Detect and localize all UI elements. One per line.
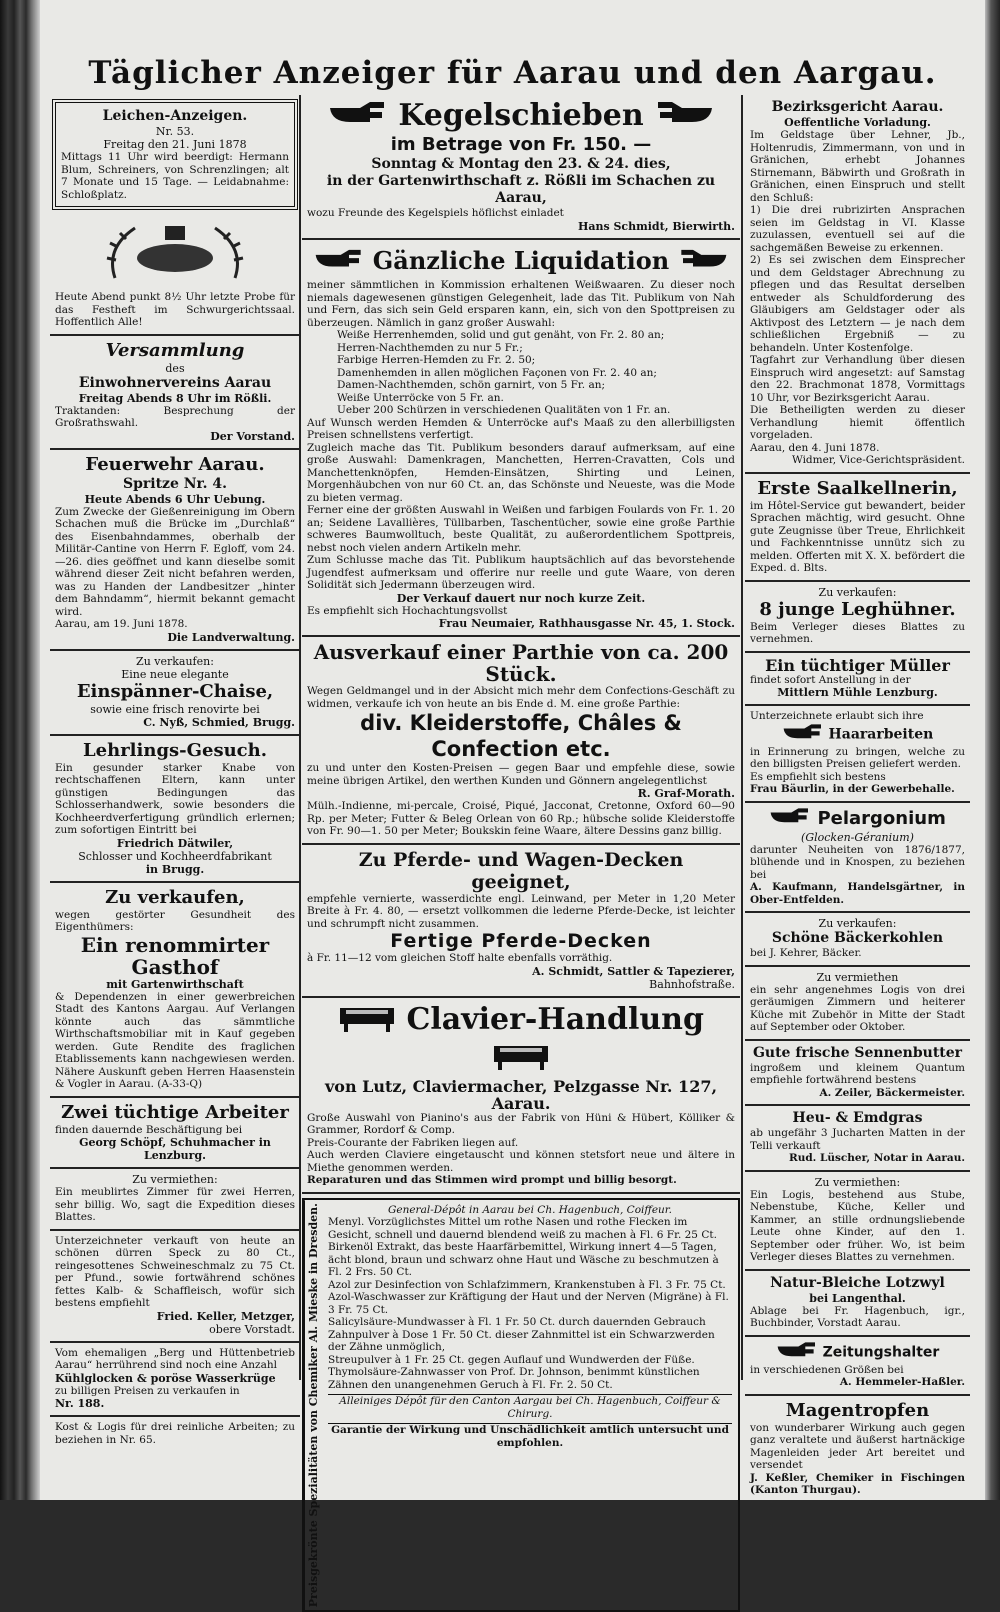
gasthof-title: Ein renommirter Gasthof [80,932,270,979]
saal-title: Erste Saalkellnerin, [757,477,958,499]
ausverkauf-text: zu und unter den Kosten-Preisen — gegen Baar und empfehle diese, sowie meine übrigen Artikel, den werthen Kunden und Gönnern angelegentlichst [307,762,735,787]
kegel-amount: im Betrage von Fr. 150. — [390,134,652,155]
pointing-hand-left-icon [678,245,728,279]
gericht-date: Aarau, den 4. Juni 1878. [750,441,880,454]
bleiche-title: Natur-Bleiche Lotzwyl [770,1274,945,1291]
versammlung-des: des [165,361,185,375]
kegel-where: in der Gartenwirthschaft z. Rößli im Schachen zu Aarau, [326,173,716,206]
list-item: Streupulver à 1 Fr. 25 Ct. gegen Auflauf und Wundwerden der Füße. [328,1353,695,1366]
leichen-title: Leichen-Anzeigen. [102,108,248,124]
column-rule-2 [741,95,743,1380]
gericht-p1: 1) Die drei rubrizirten Ansprachen seien im Geldstag in VI. Klasse zuzulassen, eventuell sei auf die sachgemäßen Beweise zu erkennen. [750,204,965,254]
chaise-ad [50,651,300,736]
magen-sign: J. Keßler, Chemiker in Fischingen (Kanton Thurgau). [750,1471,965,1496]
lehrling-sign3: in Brugg. [145,862,205,876]
pelargonium-text: darunter Neuheiten von 1876/1877, blühende und in Knospen, zu beziehen bei [750,843,965,881]
butter-sign: A. Zeiler, Bäckermeister. [819,1086,965,1099]
huette-nr: Nr. 188. [55,1397,105,1410]
gericht-sub: Oeffentliche Vorladung. [784,116,931,129]
gericht-text: Im Geldstage über Lehner, Jb., Holtenrudis, Zimmermann, von und in Gränichen, erhebt Johannes Stirnemann, Bäbwirth und Großrath in Gränichen, einen Einspruch und stellt den Schluß: [750,129,965,204]
list-item: Azol zur Desinfection von Schlafzimmern, Krankenstuben à Fl. 3 Fr. 75 Ct. [328,1278,726,1291]
gasthof-pre: Zu verkaufen, [105,886,245,908]
vermiethen2-pre: Zu vermiethen: [814,1175,901,1189]
pferde-text: empfehle vernierte, wasserdichte engl. Leinwand, per Meter in 1,20 Meter Breite à Fr. 4. 80, — ersetzt vollkommen die lederne Pferde-Decke, ist leichter und schrumpft nicht zusammen. [307,892,735,930]
feuerwehr-sign: Die Landverwaltung. [167,630,295,644]
leichen-text: Mittags 11 Uhr wird beerdigt: Hermann Blum, Schreiners, von Schrenzlingen; alt 7 Monate und 15 Tage. — Leidabnahme: Schloßplatz. [61,151,289,201]
kohlen-pre: Zu verkaufen: [818,917,897,930]
gasthof-ad [50,883,300,1098]
feuerwehr-title: Feuerwehr Aarau. [85,453,265,475]
vermiethen1-pre: Zu vermiethen [816,970,899,984]
haar-text2: Es empfiehlt sich bestens [750,770,886,783]
kegel-sign: Hans Schmidt, Bierwirth. [577,219,735,233]
list-item: Salicylsäure-Mundwasser à Fl. 1 Fr. 50 Ct. durch dauernden Gebrauch [328,1316,706,1328]
bleiche-sub: bei Langenthal. [809,1291,906,1305]
arbeiter-ad [50,1098,300,1170]
gericht-ad [745,95,970,474]
saal-ad [745,474,970,582]
leichen-date: Freitag den 21. Juni 1878 [103,138,247,151]
butter-ad [745,1041,970,1107]
metzger-ad [50,1231,300,1343]
butter-title: Gute frische Sennenbutter [752,1044,963,1061]
gasthof-text: & Dependenzen in einer gewerbreichen Stadt des Kantons Aargau. Auf Verlangen könnte auch das sämmtliche Wirthschaftsmobiliar mit in Kauf gegeben werden. Gute Rendite des fraglichen Etablissements kann nachgewiesen werden. Nähere Auskunft geben Herren Haasenstein & Vogler in Aarau. (A-33-Q) [55,990,295,1090]
column-middle [302,95,740,1607]
versammlung-title: Versammlung [105,339,245,361]
depot-side: Preisgekrönte Spezialitäten von Chemiker Al. Mieske in Dresden. [304,1200,322,1610]
list-item: Menyl. Vorzüglichstes Mittel um rothe Nasen und rothe Flecken im Gesicht, schnell und dauernd blendend weiß zu machen à Fl. 6 Fr. 25 Ct. [328,1216,717,1241]
zeitung-sign: A. Hemmeler-Haßler. [839,1376,965,1388]
gericht-p2: 2) Es sei zwischen dem Einsprecher und dem Geldstager Abrechnung zu pflegen und das Resultat derselben entweder als Schuldforderung des Gläubigers am Geldstager oder als Aktivpost des Letztern — je nach dem schließlichen Ergebniß — zu behandeln. Unter Kostenfolge. [750,254,965,354]
zeitung-title-row [750,1341,965,1364]
pelargonium-sub: (Glocken-Géranium) [801,830,914,844]
list-item: Damenhemden in allen möglichen Façonen von Fr. 2. 40 an; [337,366,657,379]
metzger-sign2: obere Vorstadt. [209,1322,295,1336]
chaise-title: Einspänner-Chaise, [76,680,274,702]
liquidation-p2: Zugleich mache das Tit. Publikum besonders darauf aufmerksam, auf eine große Auswahl: Damenkragen, Manchetten, Herren-Cravatten, Cols und Manchettenknöpfen, Hemden-Einsätzen, Shirting und Leinen, Morgenhäubchen von nur 60 Ct. an, das Schönste und Neueste, was die Mode zu bieten vermag. [307,441,735,504]
list-item: Birkenöl Extrakt, das beste Haarfärbemittel, Wirkung innert 4—5 Tagen, ächt blond, braun und schwarz ohne Haut und Wäsche zu beschmutzen à Fl. 2 Frs. 50 Ct. [328,1241,719,1278]
magen-ad [745,1396,970,1502]
zeitung-ad [745,1337,970,1396]
list-item: Ueber 200 Schürzen in verschiedenen Qualitäten von 1 Fr. an. [337,404,671,416]
lehrling-ad [50,736,300,883]
heu-sign: Rud. Lüscher, Notar in Aarau. [788,1152,965,1164]
haar-pre: Unterzeichnete erlaubt sich ihre [750,710,924,722]
lehrling-sign1: Friedrich Dätwiler, [116,836,234,850]
ausverkauf-intro: Wegen Geldmangel und in der Absicht mich mehr dem Confections-Geschäft zu widmen, verkaufe ich von heute an bis Ende d. M. eine große Parthie: [307,685,735,710]
butter-text: ingroßem und kleinem Quantum empfiehle fortwährend bestens [750,1061,965,1086]
pointing-hand-left-icon [654,100,714,134]
lehrling-text: Ein gesunder starker Knabe von rechtschaffenen Eltern, kann unter günstigen Bedingungen das Schlosserhandwerk, sowie besonders die Kochheerdverfertigung gründlich erlernen; zum sofortigen Eintritt bei [55,761,295,836]
gericht-sign: Widmer, Vice-Gerichtspräsident. [791,454,965,466]
list-item: Weiße Herrenhemden, solid und gut genäht, von Fr. 2. 80 an; [337,329,665,341]
chaise-line: Eine neue elegante [121,667,229,681]
arbeiter-title: Zwei tüchtige Arbeiter [61,1101,289,1123]
leichen-anzeigen-box [52,99,298,210]
huehner-pre: Zu verkaufen: [818,585,897,599]
versammlung-when: Freitag Abends 8 Uhr im Rößli. [78,391,272,405]
liquidation-intro: meiner sämmtlichen in Kommission erhaltenen Weißwaaren. Zu dieser noch niemals dagewesenen günstigen Gelegenheit, lade das Tit. Publikum von Nah und Fern, das sich sein Geld ersparen kann, ein, sich von den Spottpreisen zu überzeugen. Nämlich in ganz großer Auswahl: [307,279,735,329]
lehrling-title: Lehrlings-Gesuch. [83,739,267,761]
arbeiter-sign: Georg Schöpf, Schuhmacher in Lenzburg. [79,1136,271,1162]
liquidation-p1: Auf Wunsch werden Hemden & Unterröcke auf's Maaß zu den allerbilligsten Preisen schnellstens verfertigt. [307,416,735,441]
haar-ad [745,706,970,803]
depot-guarantee: Garantie der Wirkung und Unschädlichkeit amtlich untersucht und empfohlen. [328,1423,732,1449]
pelargonium-title-row [750,807,965,831]
zeitung-title: Zeitungshalter [822,1344,940,1360]
mueller-sign: Mittlern Mühle Lenzburg. [777,686,938,699]
piano-icon [338,1002,396,1040]
list-item: Damen-Nachthemden, schön garnirt, von 5 Fr. an; [337,379,606,391]
leichen-nr: Nr. 53. [155,125,195,138]
kohlen-sign: bei J. Kehrer, Bäcker. [750,947,862,959]
gericht-p3: Tagfahrt zur Verhandlung über diesen Einspruch wird angesetzt: auf Samstag den 22. Brachmonat 1878, Vormittags 10 Uhr, vor Bezirksgericht Aarau. [750,354,965,404]
mueller-text: findet sofort Anstellung in der [750,673,911,686]
clavier-title: Clavier-Handlung [406,1001,704,1037]
liquidation-p4: Zum Schlusse mache das Tit. Publikum hauptsächlich auf das bevorstehende Jugendfest aufmerksam und offerire nur reelle und gute Waare, von deren Solidität sich Jedermann überzeugen wird. [307,554,735,591]
bleiche-text: Ablage bei Fr. Hagenbuch, igr., Buchbinder, Vorstadt Aarau. [750,1304,965,1329]
haar-title-row [750,723,965,746]
column-right [745,95,970,1496]
pferde-text2: à Fr. 11—12 vom gleichen Stoff halte ebenfalls vorräthig. [307,952,613,964]
vermiethen2-ad [745,1172,970,1271]
kost-ad [50,1417,300,1451]
zimmer-text: Ein meublirtes Zimmer für zwei Herren, sehr billig. Wo, sagt die Expedition dieses Blattes. [55,1186,295,1223]
book-spine [0,0,40,1500]
masthead: Täglicher Anzeiger für Aarau und den Aargau. [88,55,937,91]
liquidation-ad [302,240,740,638]
feuerwehr-text: Zum Zwecke der Gießenreinigung im Obern Schachen muß die Brücke im „Durchlaß“ des Eisenbahndammes, oberhalb der Militär-Cantine von Herrn F. Egloff, vom 24.—26. dies geöffnet und kann dieselbe somit während dieser Zeit nicht befahren werden, was zu Handen der Landbesitzer „hinter dem Bahndamm“, hiermit bekannt gemacht wird. [55,505,295,618]
chaise-pre: Zu verkaufen: [136,654,214,668]
clavier-text2: Preis-Courante der Fabriken liegen auf. [307,1136,519,1149]
kohlen-ad [745,913,970,967]
pointing-hand-right-icon [314,245,364,279]
pointing-hand-right-icon [782,723,824,746]
list-item: Farbige Herren-Hemden zu Fr. 2. 50; [337,354,536,366]
piano-icon [492,1040,550,1078]
feuerwehr-ad [50,450,300,651]
pointing-hand-right-icon [776,1341,818,1364]
depot-body [322,1200,738,1610]
versammlung-text: Traktanden: Besprechung der Großrathswahl. [55,404,295,429]
pelargonium-ad [745,803,970,914]
gasthof-line: wegen gestörter Gesundheit des Eigenthümers: [55,908,295,933]
heu-ad [745,1106,970,1172]
kegel-when: Sonntag & Montag den 23. & 24. dies, [371,156,671,172]
gasthof-sub: mit Gartenwirthschaft [106,977,244,991]
gericht-p4: Die Betheiligten werden zu dieser Verhandlung hiemit öffentlich vorgeladen. [750,404,965,441]
haar-title: Haararbeiten [828,726,934,742]
depot-foot: Alleiniges Dépôt für den Canton Aargau bei Ch. Hagenbuch, Coiffeur & Chirurg. [328,1394,732,1420]
zimmer-pre: Zu vermiethen: [132,1173,218,1186]
kegel-invite: wozu Freunde des Kegelspiels höflichst einladet [307,207,564,219]
liquidation-p5: Der Verkauf dauert nur noch kurze Zeit. [396,591,646,605]
liquidation-sign: Frau Neumaier, Rathhausgasse Nr. 45, 1. Stock. [438,617,735,630]
huette-text2: zu billigen Preisen zu verkaufen in [55,1384,240,1397]
zimmer-ad [50,1169,300,1231]
saal-text: im Hôtel-Service gut bewandert, beider Sprachen mächtig, wird gesucht. Ohne gute Zeugnisse über Treue, Ehrlichkeit und Fachkenntnisse unnütz sich zu melden. Offerten mit X. X. befördert die Exped. d. Blts. [750,499,965,574]
list-item: Herren-Nachthemden zu nur 5 Fr.; [337,341,523,354]
feuerwehr-uebung: Heute Abends 6 Uhr Uebung. [84,492,266,506]
ausverkauf-sign: R. Graf-Morath. [637,787,735,800]
depot-ad [302,1198,740,1612]
clavier-text3: Auch werden Claviere eingetauscht und können stetsfort neue und ältere in Miethe genommen werden. [307,1149,735,1174]
huette-title: Kühlglocken & poröse Wasserkrüge [55,1371,276,1385]
ausverkauf-big: div. Kleiderstoffe, Châles & Confection etc. [360,711,682,761]
liquidation-title-row [307,244,735,280]
mueller-ad [745,653,970,707]
versammlung-ad [50,336,300,450]
list-item: Azol-Waschwasser zur Kräftigung der Haut und der Nerven (Migräne) à Fl. 3 Fr. 75 Ct. [328,1291,729,1316]
ausverkauf-title: Ausverkauf einer Parthie von ca. 200 Stück. [313,640,729,686]
heu-title: Heu- & Emdgras [792,1110,923,1126]
mueller-title: Ein tüchtiger Müller [765,655,950,675]
pferde-title: Zu Pferde- und Wagen-Decken geeignet, [358,848,684,893]
pelargonium-title: Pelargonium [817,807,946,829]
metzger-text: Unterzeichneter verkauft von heute an schönen dürren Speck zu 80 Ct., reingesottenes Schweineschmalz zu 75 Ct. per Pfund., sowie fortwährend schönes fettes Kalb- & Schaffleisch, wofür sich bestens empfiehlt [55,1234,295,1309]
versammlung-sign: Der Vorstand. [210,429,295,443]
chaise-sign: C. Nyß, Schmied, Brugg. [143,715,295,729]
pferde-sign: A. Schmidt, Sattler & Tapezierer, [532,964,735,978]
liquidation-p6: Es empfiehlt sich Hochachtungsvollst [307,604,508,617]
depot-head: General-Dépôt in Aarau bei Ch. Hagenbuch, Coiffeur. [387,1203,673,1216]
list-item: Zahnpulver à Dose 1 Fr. 50 Ct. dieser Zahnmittel ist ein Schwarzwerden der Zähne unmöglich, [328,1328,715,1353]
vermiethen2-text: Ein Logis, bestehend aus Stube, Nebenstube, Küche, Keller und Kammer, an stille ordnungsliebende Leute ohne Kinder, auf den 1. September oder früher. Wo, ist beim Verleger dieses Blattes zu vernehmen. [750,1188,965,1263]
magen-text: von wunderbarer Wirkung auch gegen ganz veraltete und äußerst hartnäckige Magenleiden jeder Art bereitet und versendet [750,1421,965,1471]
kohlen-title: Schöne Bäckerkohlen [771,930,944,946]
zeitung-text: in verschiedenen Größen bei [750,1363,904,1376]
list-item: Thymolsäure-Zahnwasser von Prof. Dr. Johnson, benimmt künstlichen Zähnen den unangenehmen Geruch à Fl. Fr. 2. 50 Ct. [328,1366,700,1391]
haar-text: in Erinnerung zu bringen, welche zu den billigsten Preisen geliefert werden. [750,745,965,770]
pointing-hand-right-icon [769,807,811,831]
liquidation-title: Gänzliche Liquidation [372,245,670,275]
haar-sign: Frau Bäurlin, in der Gewerbehalle. [750,783,955,795]
chaise-text: sowie eine frisch renovirte bei [90,702,260,716]
metzger-sign: Fried. Keller, Metzger, [156,1309,295,1323]
clavier-ad [302,998,740,1194]
kegel-title: Kegelschieben [398,98,644,133]
clavier-text4: Reparaturen und das Stimmen wird prompt und billig besorgt. [307,1174,677,1186]
pferde-big: Fertige Pferde-Decken [390,930,652,952]
bleiche-ad [745,1271,970,1337]
kegel-ad [302,95,740,240]
gericht-title: Bezirksgericht Aarau. [771,99,944,115]
clavier-line: von Lutz, Claviermacher, Pelzgasse Nr. 127, Aarau. [324,1076,718,1113]
kegel-title-row [307,99,735,134]
vermiethen1-ad [745,967,970,1041]
heu-text: ab ungefähr 3 Jucharten Matten in der Telli verkauft [750,1127,965,1152]
probe-text: Heute Abend punkt 8½ Uhr letzte Probe für das Festheft im Schwurgerichtssaal. Hoffentlich Alle! [55,291,295,328]
versammlung-verein: Einwohnervereins Aarau [78,374,272,391]
huehner-title: 8 junge Leghühner. [759,598,956,620]
huette-ad [50,1343,300,1418]
lehrling-sign2: Schlosser und Kochheerdfabrikant [78,849,272,863]
feuerwehr-date: Aarau, am 19. Juni 1878. [55,618,188,630]
magen-title: Magentropfen [785,1399,930,1421]
column-left [50,95,300,1446]
ausverkauf-list: Mülh.-Indienne, mi-percale, Croisé, Piqué, Jacconat, Cretonne, Oxford 60—90 Rp. per Meter; Futter & Beleg Orlean von 60 Rp.; hübsche solide Kleiderstoffe von Fr. 90—1. 50 per Meter; Boukskin feine Waare, ältere Dessins ganz billig. [307,800,735,837]
handshake-ad [50,214,300,336]
pferde-ad [302,845,740,998]
ausverkauf-ad [302,637,740,845]
clavier-title-row [307,1002,735,1078]
feuerwehr-spritze: Spritze Nr. 4. [122,475,228,492]
huette-text: Vom ehemaligen „Berg und Hüttenbetrieb Aarau“ herrührend sind noch eine Anzahl [55,1346,295,1371]
liquidation-p3: Ferner eine der größten Auswahl in Weißen und farbigen Foulards von Fr. 1. 20 an; Seidene Lavallières, Tüllbarben, Taschentücher, sowie eine große Parthie schweres Baumwolltuch, beste Qualität, zu außerordentlichem Spottpreis, nebst noch vielen andern Artikeln mehr. [307,504,735,554]
kost-text: Kost & Logis für drei reinliche Arbeiten; zu beziehen in Nr. 65. [55,1421,295,1446]
clavier-text: Große Auswahl von Pianino's aus der Fabrik von Hüni & Hübert, Kölliker & Grammer, Rordorf & Comp. [307,1111,735,1136]
arbeiter-text: finden dauernde Beschäftigung bei [55,1123,243,1136]
handshake-wreath-icon [55,218,295,291]
huehner-ad [745,582,970,653]
vermiethen1-text: ein sehr angenehmes Logis von drei geräumigen Zimmern und heiterer Küche mit Zubehör in Mitte der Stadt auf September oder Oktober. [750,983,965,1033]
pointing-hand-right-icon [328,100,388,134]
liquidation-list [307,329,735,417]
pferde-sign2: Bahnhofstraße. [649,977,735,991]
pelargonium-sign: A. Kaufmann, Handelsgärtner, in Ober-Entfelden. [750,881,965,906]
huehner-text: Beim Verleger dieses Blattes zu vernehmen. [750,620,965,645]
list-item: Weiße Unterröcke von 5 Fr. an. [337,391,504,404]
